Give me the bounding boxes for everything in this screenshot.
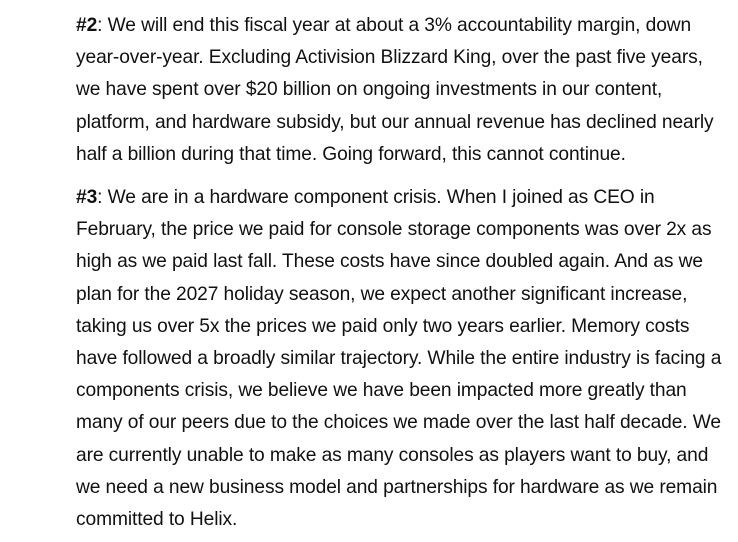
paragraph-number: #3 (76, 187, 98, 209)
article-body (76, 10, 728, 536)
paragraph-text: : We are in a hardware component crisis. When I joined as CEO in February, the price we paid for console storage components was over 2x as high as we paid last fall. These costs have since doubled again. And as we plan for the 2027 holiday season, we expect another significant increase, taking us over 5x the prices we paid only two years earlier. Memory costs have followed a broadly similar trajectory. While the entire industry is facing a components crisis, we believe we have been impacted more greatly than many of our peers due to the choices we made over the last half decade. We are currently unable to make as many consoles as players want to buy, and we need a new business model and partnerships for hardware as we remain committed to Helix. (76, 187, 722, 531)
paragraph-2 (76, 10, 728, 171)
paragraph-number: #2 (76, 15, 98, 36)
paragraph-3 (76, 182, 728, 536)
paragraph-text: : We will end this fiscal year at about a 3% accountability margin, down year-over-year. Excluding Activision Blizzard King, over the past five years, we have spent over $20 billion on ongoing investments in our content, platform, and hardware subsidy, but our annual revenue has declined nearly half a billion during that time. Going forward, this cannot continue. (76, 15, 714, 165)
